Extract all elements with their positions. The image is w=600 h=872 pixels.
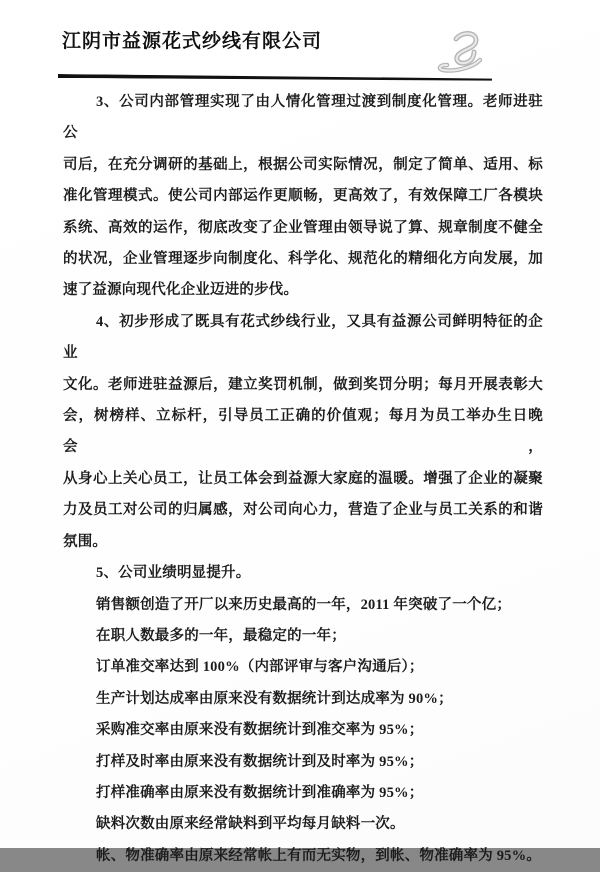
text-line: 的状况，企业管理逐步向制度化、科学化、规范化的精细化方向发展，加 [63, 251, 543, 268]
text-line: 3、公司内部管理实现了由人情化管理过渡到制度化管理。老师进驻公 [63, 94, 543, 142]
text-line: 在职人数最多的一年，最稳定的一年； [96, 627, 346, 644]
text-line: 会，树榜样、立标杆，引导员工正确的价值观；每月为员工举办生日晚会， [63, 408, 543, 456]
section-heading: 5、公司业绩明显提升。 [96, 565, 251, 582]
text-line: 司后，在充分调研的基础上，根据公司实际情况，制定了简单、适用、标 [63, 156, 543, 173]
header-divider-line [58, 74, 492, 81]
text-line: 4、初步形成了既具有花式纱线行业，又具有益源公司鲜明特征的企业 [63, 313, 543, 362]
text-line: 订单准交率达到 100%（内部评审与客户沟通后）； [96, 659, 424, 676]
text-line: 缺料次数由原来经常缺料到平均每月缺料一次。 [96, 816, 405, 833]
text-line: 从身心上关心员工，让员工体会到益源大家庭的温暖。增强了企业的凝聚 [63, 470, 543, 487]
text-line: 打样准确率由原来没有数据统计到准确率为 95%； [96, 784, 424, 801]
text-line: 打样及时率由原来没有数据统计到及时率为 95%； [96, 753, 424, 770]
text-line: 氛围。 [63, 533, 108, 550]
text-line: 文化。老师进驻益源后，建立奖罚机制，做到奖罚分明；每月开展表彰大 [63, 376, 543, 393]
text-line: 帐、物准确率由原来经常帐上有而无实物，到帐、物准确率为 95%。 [96, 847, 542, 864]
text-line: 销售额创造了开厂以来历史最高的一年，2011 年突破了一个亿； [96, 596, 512, 613]
text-line: 力及员工对公司的归属感，对公司向心力，营造了企业与员工关系的和谐 [63, 502, 543, 519]
text-line: 采购准交率由原来没有数据统计到准交率为 95%； [96, 722, 424, 739]
text-line: 系统、高效的运作，彻底改变了企业管理由领导说了算、规章制度不健全 [63, 219, 543, 236]
text-line: 速了益源向现代化企业迈进的步伐。 [63, 282, 299, 299]
text-line: 准化管理模式。使公司内部运作更顺畅，更高效了，有效保障工厂各模块 [63, 188, 543, 205]
company-name: 江阴市益源花式纱线有限公司 [62, 31, 323, 52]
text-line: 生产计划达成率由原来没有数据统计到达成率为 90%； [96, 690, 453, 707]
yarn-knot-logo [436, 29, 494, 77]
document-body [63, 87, 543, 872]
